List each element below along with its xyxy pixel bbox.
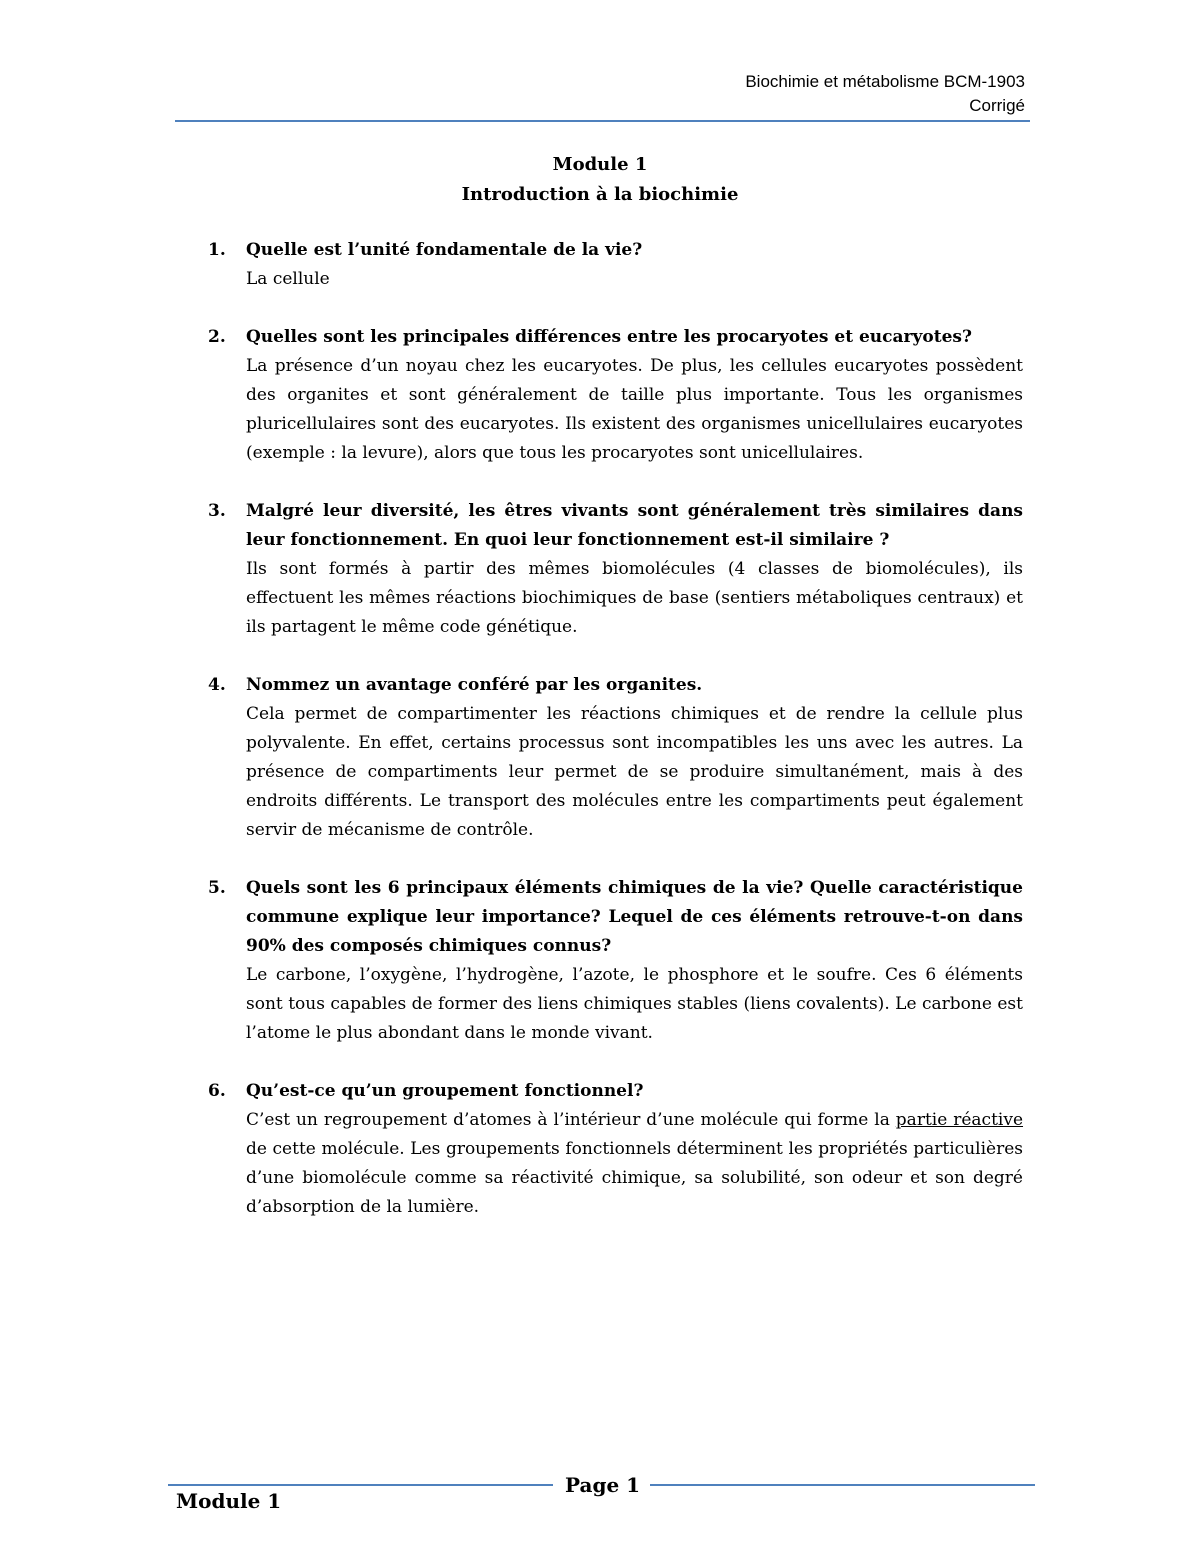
page-number: Page 1	[565, 1473, 641, 1497]
answer-text-end: de cette molécule. Les groupements fonctionnels déterminent les propriétés particulières d’une biomolécule comme sa réactivité chimique, sa solubilité, son odeur et son degré d’absorption de la lumière.	[246, 1139, 1023, 1217]
question-item-6	[208, 1077, 1023, 1222]
document-subtitle: Corrigé	[969, 96, 1025, 115]
question-text: Malgré leur diversité, les êtres vivants sont généralement très similaires dans leur fonctionnement. En quoi leur fonctionnement est-il similaire ?	[246, 501, 1023, 550]
question-text: Quelles sont les principales différences entre les procaryotes et eucaryotes?	[246, 327, 972, 347]
question-number: 3.	[208, 501, 226, 521]
question-item-3	[208, 497, 1023, 642]
footer-divider-left	[168, 1484, 553, 1486]
header-divider	[175, 120, 1030, 122]
question-item-4	[208, 671, 1023, 845]
answer-text: Le carbone, l’oxygène, l’hydrogène, l’azote, le phosphore et le soufre. Ces 6 éléments sont tous capables de former des liens chimiques stables (liens covalents). Le carbone est l’atome le plus abondant dans le monde vivant.	[246, 965, 1023, 1043]
question-item-1	[208, 236, 1023, 294]
answer-text: La présence d’un noyau chez les eucaryotes. De plus, les cellules eucaryotes possèdent des organites et sont généralement de taille plus importante. Tous les organismes pluricellulaires sont des eucaryotes. Ils existent des organismes unicellulaires eucaryotes (exemple : la levure), alors que tous les procaryotes sont unicellulaires.	[246, 356, 1023, 463]
topic-title: Introduction à la biochimie	[461, 184, 739, 205]
answer-text: Cela permet de compartimenter les réactions chimiques et de rendre la cellule plus polyvalente. En effet, certains processus sont incompatibles les uns avec les autres. La présence de compartiments leur permet de se produire simultanément, mais à des endroits différents. Le transport des molécules entre les compartiments peut également servir de mécanisme de contrôle.	[246, 704, 1023, 840]
question-list	[208, 236, 1023, 1251]
question-item-2	[208, 323, 1023, 468]
question-text: Nommez un avantage conféré par les organites.	[246, 675, 703, 695]
question-number: 6.	[208, 1081, 226, 1101]
answer-text-start: C’est un regroupement d’atomes à l’intérieur d’une molécule qui forme la	[246, 1110, 896, 1130]
page-header	[745, 70, 1025, 118]
question-text: Quels sont les 6 principaux éléments chimiques de la vie? Quelle caractéristique commune explique leur importance? Lequel de ces éléments retrouve-t-on dans 90% des composés chimiques connus?	[246, 878, 1023, 956]
footer-module-label: Module 1	[176, 1489, 282, 1513]
question-number: 1.	[208, 240, 226, 260]
answer-text	[246, 1106, 1023, 1222]
question-text: Quelle est l’unité fondamentale de la vie?	[246, 240, 643, 260]
question-item-5	[208, 874, 1023, 1048]
answer-text: La cellule	[246, 269, 330, 289]
question-number: 2.	[208, 327, 226, 347]
course-title: Biochimie et métabolisme BCM-1903	[745, 72, 1025, 91]
document-title	[0, 150, 1200, 210]
question-text: Qu’est-ce qu’un groupement fonctionnel?	[246, 1081, 644, 1101]
question-number: 4.	[208, 675, 226, 695]
module-title: Module 1	[552, 154, 648, 175]
footer-divider-right	[650, 1484, 1035, 1486]
answer-text: Ils sont formés à partir des mêmes biomolécules (4 classes de biomolécules), ils effectuent les mêmes réactions biochimiques de base (sentiers métaboliques centraux) et ils partagent le même code génétique.	[246, 559, 1023, 637]
question-number: 5.	[208, 878, 226, 898]
underlined-term: partie réactive	[895, 1110, 1024, 1130]
